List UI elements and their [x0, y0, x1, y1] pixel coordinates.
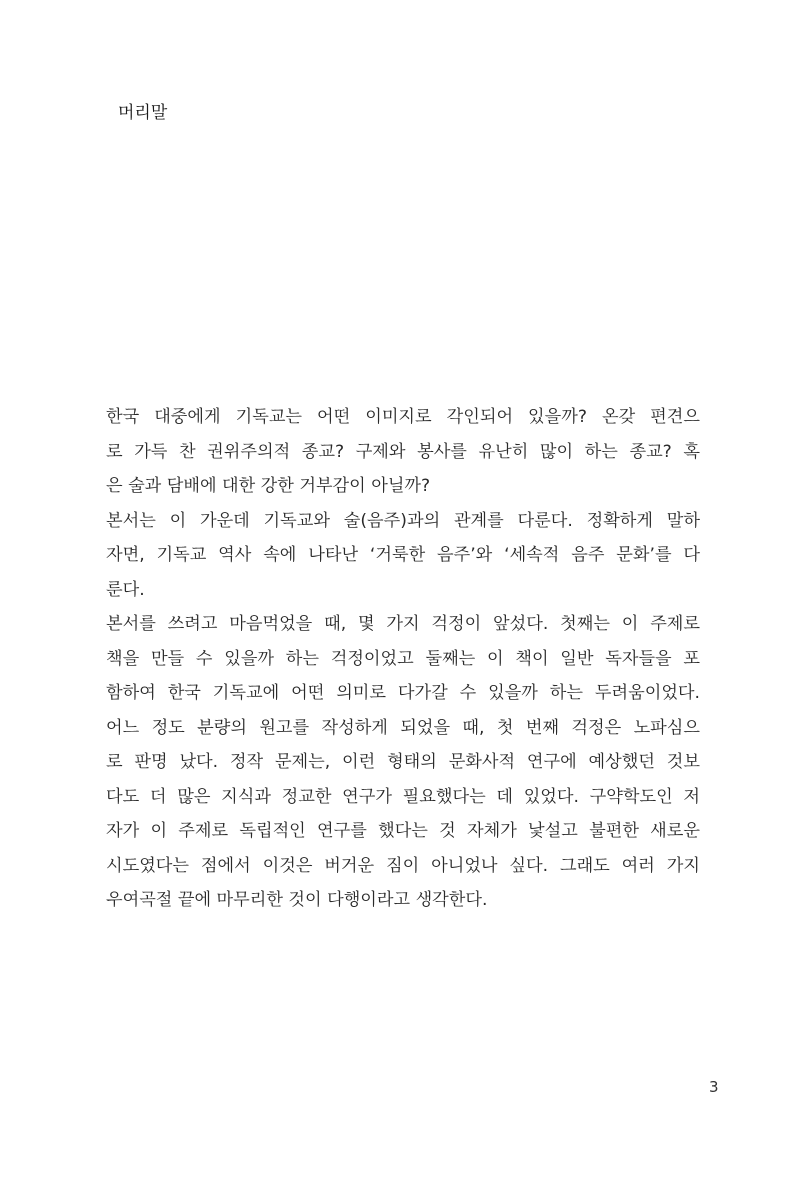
text-line: 한국 대중에게 기독교는 어떤 이미지로 각인되어 있을까? 온갖 편견으 — [106, 407, 700, 427]
text-line: 어느 정도 분량의 원고를 작성하게 되었을 때, 첫 번째 걱정은 노파심으 — [106, 717, 700, 738]
text-line: 로 판명 났다. 정작 문제는, 이런 형태의 문화사적 연구에 예상했던 것보 — [106, 752, 700, 772]
text-line: 룬다. — [106, 579, 145, 600]
body-text — [106, 400, 700, 918]
page-number: 3 — [709, 1078, 719, 1096]
text-line: 책을 만들 수 있을까 하는 걱정이었고 둘째는 이 책이 일반 독자들을 포 — [106, 648, 700, 669]
text-line: 본서는 이 가운데 기독교와 술(음주)과의 관계를 다룬다. 정확하게 말하 — [106, 510, 700, 531]
text-line: 로 가득 찬 권위주의적 종교? 구제와 봉사를 유난히 많이 하는 종교? 혹 — [106, 441, 700, 462]
text-line: 다도 더 많은 지식과 정교한 연구가 필요했다는 데 있었다. 구약학도인 저 — [106, 786, 700, 807]
text-line: 은 술과 담배에 대한 강한 거부감이 아닐까? — [106, 476, 431, 496]
page-title: 머리말 — [118, 103, 168, 123]
text-line: 본서를 쓰려고 마음먹었을 때, 몇 가지 걱정이 앞섰다. 첫째는 이 주제로 — [106, 614, 700, 634]
text-line: 자가 이 주제로 독립적인 연구를 했다는 것 자체가 낯설고 불편한 새로운 — [106, 821, 700, 841]
text-line: 우여곡절 끝에 마무리한 것이 다행이라고 생각한다. — [106, 890, 488, 910]
text-line: 시도였다는 점에서 이것은 버거운 짐이 아니었나 싶다. 그래도 여러 가지 — [106, 855, 700, 876]
text-line: 함하여 한국 기독교에 어떤 의미로 다가갈 수 있을까 하는 두려움이었다. — [106, 683, 700, 703]
text-line: 자면, 기독교 역사 속에 나타난 ‘거룩한 음주’와 ‘세속적 음주 문화’를 다 — [106, 545, 700, 565]
